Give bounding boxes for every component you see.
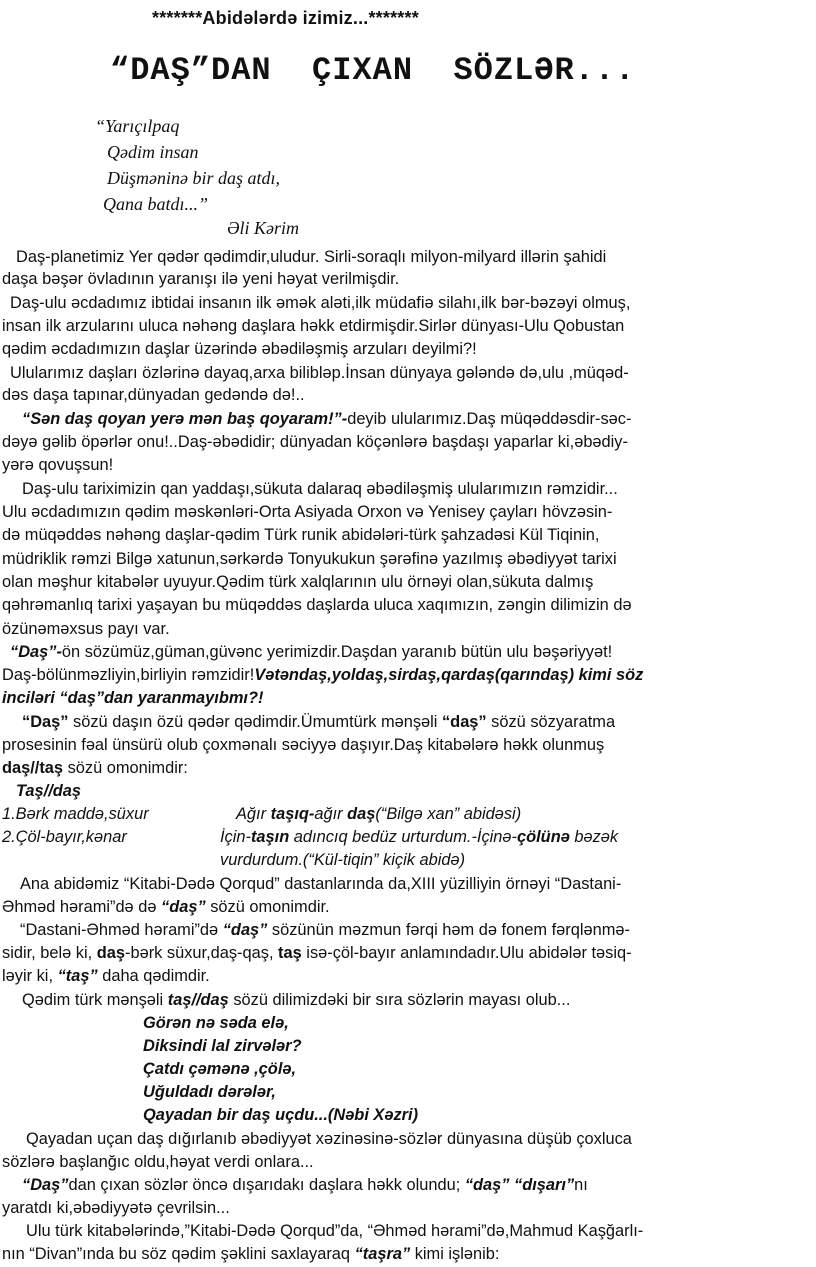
text-span: “Dastani-Əhməd hərami”də (20, 921, 223, 939)
epigraph-line: Qana batdı...” (103, 194, 209, 214)
list-item-label: 1.Bərk maddə,süxur (2, 805, 149, 823)
text-span: daha qədimdir. (97, 967, 210, 985)
text-line: prosesinin fəal ünsürü olub çoxmənalı səciyyə daşıyır.Daş kitabələrə həkk olunmuş (2, 736, 605, 754)
text-line (0, 1244, 816, 1264)
term-emphasis: “daş” (161, 898, 206, 916)
poem-line: Görən nə səda elə, (143, 1014, 289, 1032)
list-heading: Taş//daş (16, 782, 81, 800)
text-span: sözü omonimdir: (63, 759, 188, 777)
text-span: deyib ulularımız.Daş müqəddəsdir-səc- (347, 410, 632, 428)
text-span: Ağır (236, 805, 271, 823)
term-emphasis: “daş” (441, 713, 487, 731)
list-item-example: vurdurdum.(“Kül-tiqin” kiçik abidə) (220, 851, 466, 869)
list-item-label: 2.Çöl-bayır,kənar (2, 828, 127, 846)
text-span: -bərk süxur,daş-qaş, (125, 944, 279, 962)
text-line (0, 642, 816, 662)
text-span: bəzək (569, 828, 619, 846)
text-span: sözünün məzmun fərqi həm də fonem fərqlənmə- (267, 921, 630, 939)
term-emphasis: “Daş” (22, 1176, 69, 1194)
text-line (0, 712, 816, 732)
text-span: sidir, belə ki, (2, 944, 97, 962)
term-emphasis: inciləri “daş”dan yaranmayıbmı?! (2, 689, 264, 707)
term-emphasis: “daş” “dışarı” (464, 1176, 575, 1194)
list-item-example (0, 804, 816, 824)
term-emphasis: daş//taş (2, 759, 64, 777)
term-emphasis: taşıq- (270, 805, 315, 823)
epigraph-author: Əli Kərim (227, 218, 300, 238)
text-span: nın “Divan”ında bu söz qədim şəklini saxlayaraq (2, 1245, 355, 1263)
text-line: qədim əcdadımızın daşlar üzərində əbədiləşmiş arzuları deyilmi?! (2, 340, 477, 358)
list-item-example (0, 827, 816, 847)
text-line: Ulu əcdadımızın qədim məskənləri-Orta Asiyada Orxon və Yenisey çayları hövzəsin- (2, 503, 613, 521)
text-span: dan çıxan sözlər öncə dışarıdakı daşlara həkk olundu; (68, 1176, 465, 1194)
text-span: (“Bilgə xan” abidəsi) (375, 805, 522, 823)
text-span: nı (574, 1176, 588, 1194)
text-span: Daş-bölünməzliyin,birliyin rəmzidir! (2, 666, 255, 684)
text-line (0, 1175, 816, 1195)
text-span: sözü daşın özü qədər qədimdir.Ümumtürk mənşəli (68, 713, 442, 731)
text-span: Qədim türk mənşəli (22, 991, 168, 1009)
text-span: Əhməd hərami”də də (2, 898, 162, 916)
poem-line: Çatdı çəmənə ,çölə, (143, 1060, 297, 1078)
epigraph-line: Düşməninə bir daş atdı, (107, 168, 280, 188)
text-line: yərə qovuşsun! (2, 456, 114, 474)
poem-line: Uğuldadı dərələr, (143, 1083, 276, 1101)
term-emphasis: “Daş” (22, 713, 69, 731)
text-line (0, 409, 816, 429)
term-emphasis: daş (347, 805, 376, 823)
text-line (0, 897, 816, 917)
term-emphasis: “taş” (57, 967, 98, 985)
section-header: *******Abidələrdə izimiz...******* (152, 8, 419, 28)
text-line: Daş-ulu tariximizin qan yaddaşı,sükuta dalaraq əbədiləşmiş ulularımızın rəmzidir... (22, 480, 618, 498)
term-emphasis: taşın (250, 828, 290, 846)
text-span: ağır (314, 805, 348, 823)
term-emphasis: “taşra” (354, 1245, 411, 1263)
text-line (0, 943, 816, 963)
text-line: müdriklik rəmzi Bilgə xatunun,sərkərdə Tonyukukun şərəfinə yazılmış əbədiyyət tarixi (2, 550, 617, 568)
text-line (0, 920, 816, 940)
text-span: adıncıq bedüz urturdum.-İçinə- (289, 828, 517, 846)
text-line (0, 665, 816, 685)
text-line: yaratdı ki,əbədiyyətə çevrilsin... (2, 1199, 230, 1217)
text-line: Ulu türk kitabələrində,”Kitabi-Dədə Qorqud”da, “Əhməd hərami”də,Mahmud Kaşğarlı- (26, 1222, 644, 1240)
text-line: Daş-planetimiz Yer qədər qədimdir,uludur. Sirli-soraqlı milyon-milyard illərin şahidi (16, 248, 607, 266)
text-span: sözü omonimdir. (205, 898, 330, 916)
term-emphasis: “daş” (222, 921, 268, 939)
text-line: qəhrəmanlıq tarixi yaşayan bu müqəddəs daşlarda uluca xaqımızın, zəngin dilimizin də (2, 596, 632, 614)
text-line: özünəməxsus payı var. (2, 620, 170, 638)
text-span: sözü dilimizdəki bir sıra sözlərin mayası olub... (228, 991, 571, 1009)
epigraph-line: Qədim insan (107, 142, 199, 162)
text-span: kimi işlənib: (410, 1245, 500, 1263)
term-emphasis: taş//daş (167, 991, 229, 1009)
text-span: sözü sözyaratma (486, 713, 616, 731)
text-span: İçin- (220, 828, 251, 846)
text-line: Ulularımız daşları özlərinə dayaq,arxa bilibləр.İnsan dünyaya gələndə də,ulu ,müqəd- (10, 364, 629, 382)
text-line: Qayadan uçan daş dığırlanıb əbədiyyət xəzinəsinə-sözlər dünyasına düşüb çoxluca (26, 1130, 632, 1148)
text-line: Daş-ulu əcdadımız ibtidai insanın ilk əmək aləti,ilk müdafiə silahı,ilk bər-bəzəyi olmuş, (10, 294, 631, 312)
term-emphasis: daş (96, 944, 125, 962)
poem-line: Qayadan bir daş uçdu...(Nəbi Xəzri) (143, 1106, 419, 1124)
text-line: Ana abidəmiz “Kitabi-Dədə Qorqud” dastanlarında da,XIII yüzilliyin örnəyi “Dastani- (20, 875, 622, 893)
text-line: dəyə gəlib öpərlər onu!..Daş-əbədidir; dünyadan köçənlərə başdaşı yaparlar ki,əbədiy- (2, 433, 628, 451)
poem-line: Diksindi lal zirvələr? (143, 1037, 302, 1055)
term-emphasis: Vətəndaş,yoldaş,sirdaş,qardaş(qarındaş) kimi söz (254, 666, 644, 684)
text-line (0, 688, 816, 708)
text-span: isə-çöl-bayır anlamındadır.Ulu abidələr təsiq- (301, 944, 632, 962)
term-emphasis: “Daş”- (10, 643, 62, 661)
text-line: dəs daşa tapınar,dünyadan gedəndə də!.. (2, 386, 305, 404)
text-span: ön sözümüz,güman,güvənc yerimizdir.Daşdan yaranıb bütün ulu bəşəriyyət! (61, 643, 613, 661)
text-line (0, 990, 816, 1010)
text-span: ləyir ki, (2, 967, 58, 985)
text-line (0, 966, 816, 986)
text-line: daşa bəşər övladının yaranışı ilə yeni həyat verilmişdir. (2, 270, 400, 288)
text-line: olan məşhur kitabələr uyuyur.Qədim türk xalqlarının ulu örnəyi olan,sükuta dalmış (2, 573, 594, 591)
term-emphasis: taş (278, 944, 302, 962)
text-line: də müqəddəs nəhəng daşlar-qədim Türk runik abidələri-türk şahzadəsi Kül Tiqinin, (2, 526, 600, 544)
text-line: sözlərə başlanğıc oldu,həyat verdi onlara... (2, 1153, 314, 1171)
text-line (0, 758, 816, 778)
term-emphasis: çölünə (517, 828, 570, 846)
epigraph-line: “Yarıçılpaq (95, 116, 180, 136)
page-title: “DAŞ”DAN ÇIXAN SÖZLƏR... (110, 52, 636, 89)
quote-emphasis: “Sən daş qoyan yerə mən baş qoyaram!”- (22, 410, 348, 428)
text-line: insan ilk arzularını uluca nəhəng daşlara həkk etdirmişdir.Sirlər dünyası-Ulu Qobustan (2, 317, 625, 335)
